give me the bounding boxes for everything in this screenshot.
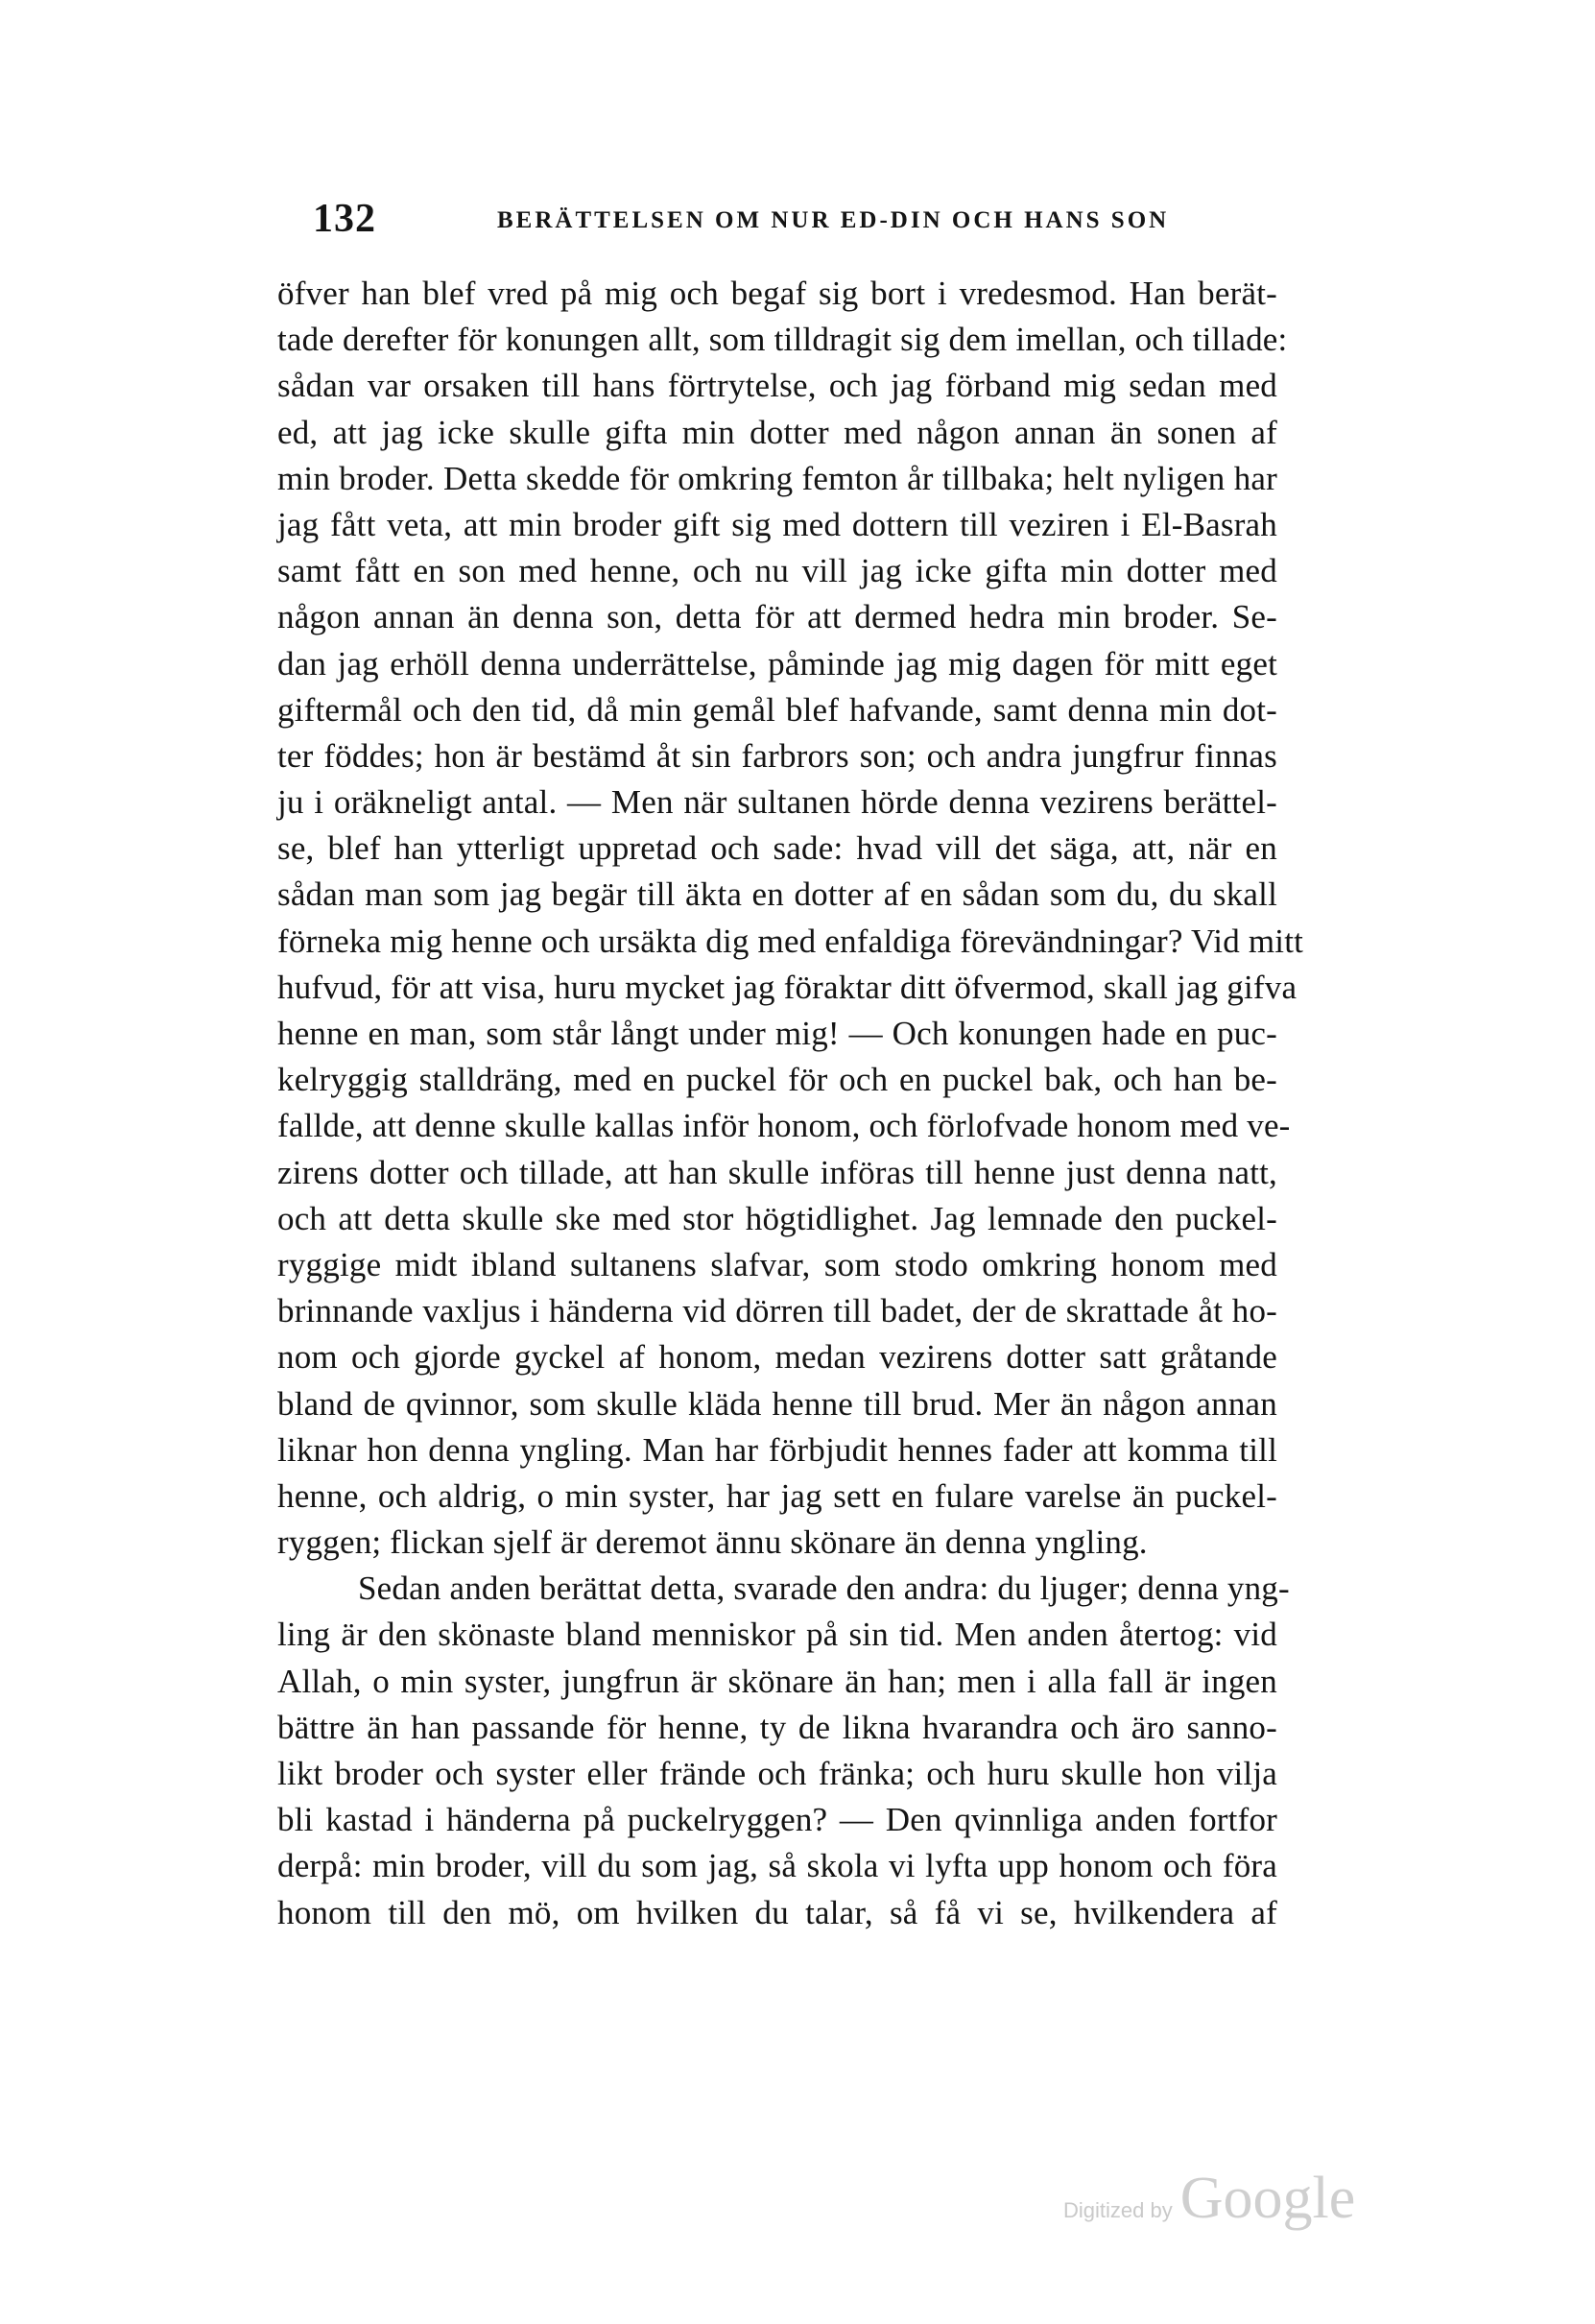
body-text [277,271,1304,1936]
text-line: kelryggig stalldräng, med en puckel för och en puckel bak, och han be- [277,1061,1277,1099]
text-line: någon annan än denna son, detta för att dermed hedra min broder. Se- [277,598,1277,636]
running-title: BERÄTTELSEN OM NUR ED-DIN OCH HANS SON [497,207,1170,233]
text-line: bättre än han passande för henne, ty de likna hvarandra och äro sanno- [277,1708,1277,1746]
text-line: ed, att jag icke skulle gifta min dotter med någon annan än sonen af [277,413,1277,451]
text-line: ju i oräkneligt antal. — Men när sultanen hörde denna vezirens berättel- [277,783,1277,822]
digitized-by-google-watermark [1063,2165,1390,2241]
text-line: bli kastad i händerna på puckelryggen? — Den qvinnliga anden fortfor [277,1801,1277,1839]
text-line: tade derefter för konungen allt, som tilldragit sig dem imellan, och tillade: [277,321,1288,359]
text-line: henne en man, som står långt under mig! — Och konungen hade en puc- [277,1015,1277,1052]
text-line-paragraph-start: Sedan anden berättat detta, svarade den andra: du ljuger; denna yng- [358,1569,1290,1608]
google-logo: Google [1179,2166,1356,2231]
text-line: sådan var orsaken till hans förtrytelse, och jag förband mig sedan med [277,367,1277,405]
text-line: fallde, att denne skulle kallas inför honom, och förlofvade honom med ve- [277,1107,1291,1145]
text-line: Allah, o min syster, jungfrun är skönare än han; men i alla fall är ingen [277,1662,1277,1700]
running-head [313,196,1215,253]
page-number: 132 [313,197,376,241]
text-line: se, blef han ytterligt uppretad och sade: hvad vill det säga, att, när en [277,829,1277,868]
text-line: ryggige midt ibland sultanens slafvar, som stodo omkring honom med [277,1245,1277,1283]
text-line: och att detta skulle ske med stor högtidlighet. Jag lemnade den puckel- [277,1199,1277,1237]
text-line: öfver han blef vred på mig och begaf sig bort i vredesmod. Han berät- [277,275,1277,312]
text-line: ling är den skönaste bland menniskor på sin tid. Men anden återtog: vid [277,1616,1277,1654]
text-line: brinnande vaxljus i händerna vid dörren till badet, der de skrattade åt ho- [277,1292,1277,1330]
text-line: bland de qvinnor, som skulle kläda henne till brud. Mer än någon annan [277,1384,1277,1423]
text-line: jag fått veta, att min broder gift sig med dottern till veziren i El-Basrah [277,505,1277,543]
text-line: dan jag erhöll denna underrättelse, påminde jag mig dagen för mitt eget [277,644,1277,683]
text-line: nom och gjorde gyckel af honom, medan vezirens dotter satt gråtande [277,1338,1277,1377]
text-line: henne, och aldrig, o min syster, har jag sett en fulare varelse än puckel- [277,1476,1277,1515]
text-line: ter föddes; hon är bestämd åt sin farbrors son; och andra jungfrur finnas [277,736,1277,775]
text-line: honom till den mö, om hvilken du talar, så få vi se, hvilkendera af [277,1893,1277,1931]
text-line: hufvud, för att visa, huru mycket jag föraktar ditt öfvermod, skall jag gifva [277,968,1297,1006]
watermark-prefix: Digitized by [1063,2198,1173,2222]
text-line: likt broder och syster eller frände och fränka; och huru skulle hon vilja [277,1755,1277,1792]
text-line: giftermål och den tid, då min gemål blef hafvande, samt denna min dot- [277,690,1277,729]
text-line: liknar hon denna yngling. Man har förbjudit hennes fader att komma till [277,1430,1277,1469]
text-line: derpå: min broder, vill du som jag, så skola vi lyfta upp honom och föra [277,1847,1277,1885]
text-line: zirens dotter och tillade, att han skulle införas till henne just denna natt, [277,1153,1277,1191]
text-line: min broder. Detta skedde för omkring femton år tillbaka; helt nyligen har [277,459,1277,497]
text-line-paragraph-end: ryggen; flickan sjelf är deremot ännu skönare än denna yngling. [277,1523,1148,1562]
text-line: samt fått en son med henne, och nu vill jag icke gifta min dotter med [277,552,1277,590]
text-line: sådan man som jag begär till äkta en dotter af en sådan som du, du skall [277,875,1277,914]
text-line: förneka mig henne och ursäkta dig med enfaldiga förevändningar? Vid mitt [277,922,1304,960]
